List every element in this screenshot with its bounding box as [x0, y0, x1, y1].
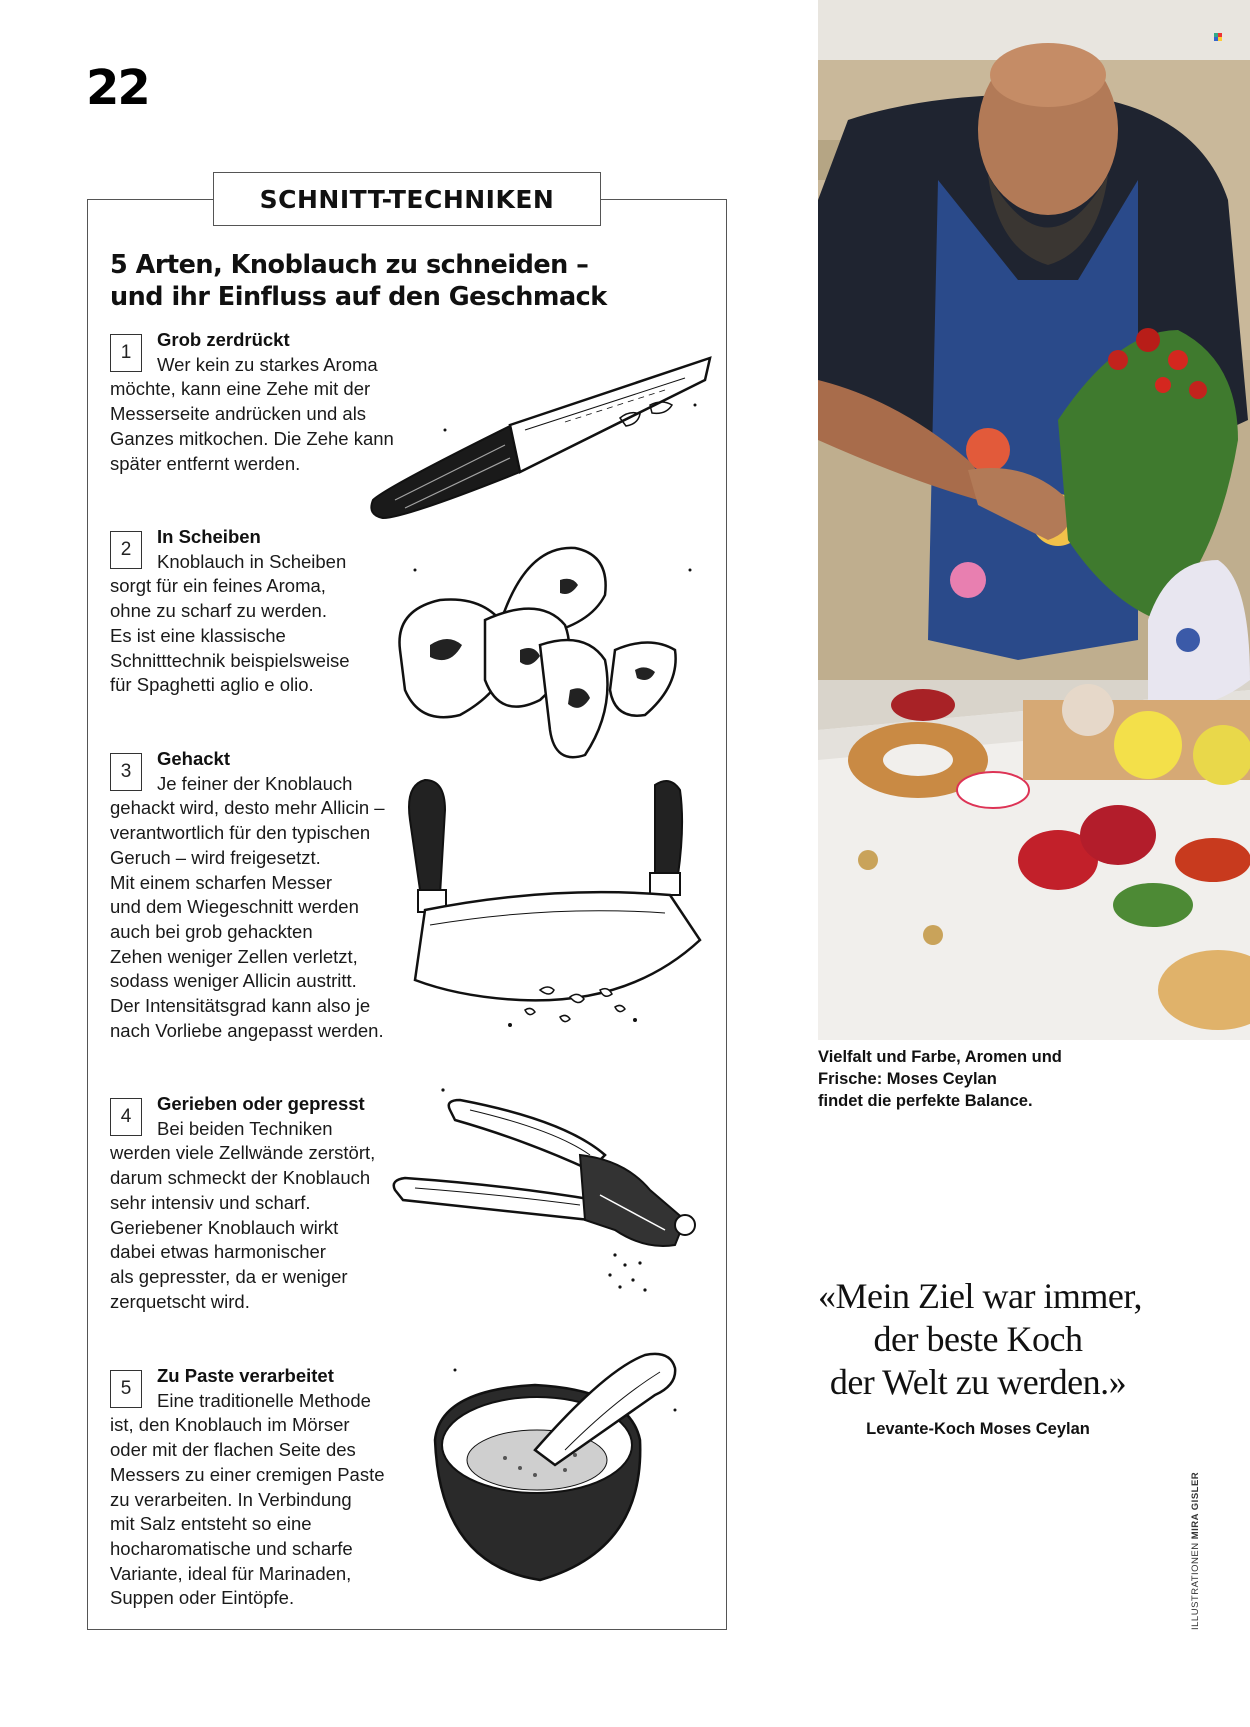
- item-line: gehackt wird, desto mehr Allicin –: [110, 797, 385, 819]
- technique-item-1: [110, 328, 400, 476]
- item-line: Messerseite andrücken und als: [110, 403, 367, 425]
- item-number: 4: [110, 1098, 142, 1136]
- item-number: 5: [110, 1370, 142, 1408]
- quote-line: der beste Koch: [873, 1319, 1083, 1359]
- item-line: ist, den Knoblauch im Mörser: [110, 1414, 350, 1436]
- box-title: SCHNITT-TECHNIKEN: [213, 172, 601, 226]
- box-headline: [110, 249, 710, 313]
- item-title: Grob zerdrückt: [157, 329, 290, 350]
- item-line: hocharomatische und scharfe: [110, 1537, 353, 1559]
- item-line: sorgt für ein feines Aroma,: [110, 575, 326, 597]
- item-line: Variante, ideal für Marinaden,: [110, 1562, 352, 1584]
- item-number: 2: [110, 531, 142, 569]
- headline-line: und ihr Einfluss auf den Geschmack: [110, 282, 607, 312]
- quote-line: «Mein Ziel war immer,: [818, 1276, 1142, 1316]
- item-line: sodass weniger Allicin austritt.: [110, 970, 357, 992]
- item-title: Gehackt: [157, 748, 231, 769]
- item-line: Geriebener Knoblauch wirkt: [110, 1216, 339, 1238]
- pull-quote: [818, 1275, 1142, 1404]
- item-line: möchte, kann eine Zehe mit der: [110, 378, 371, 400]
- item-line: als gepresster, da er weniger: [110, 1265, 348, 1287]
- item-line: und dem Wiegeschnitt werden: [110, 896, 359, 918]
- item-line: Eine traditionelle Methode: [157, 1389, 371, 1411]
- page-number: 22: [86, 60, 149, 116]
- item-line: oder mit der flachen Seite des: [110, 1439, 356, 1461]
- item-line: Ganzes mitkochen. Die Zehe kann: [110, 427, 394, 449]
- item-line: Zehen weniger Zellen verletzt,: [110, 945, 358, 967]
- headline-line: 5 Arten, Knoblauch zu schneiden –: [110, 250, 589, 280]
- item-line: werden viele Zellwände zerstört,: [110, 1142, 376, 1164]
- item-line: Schnitttechnik beispielsweise: [110, 649, 350, 671]
- item-line: Messers zu einer cremigen Paste: [110, 1463, 385, 1485]
- mortar-pestle-illustration: [425, 1350, 695, 1590]
- item-number: 1: [110, 334, 142, 372]
- caption-line: Vielfalt und Farbe, Aromen und: [818, 1048, 1062, 1066]
- item-line: Es ist eine klassische: [110, 624, 286, 646]
- technique-item-4: [110, 1092, 400, 1314]
- item-line: Geruch – wird freigesetzt.: [110, 846, 321, 868]
- credit-name: MIRA GISLER: [1190, 1471, 1201, 1540]
- technique-item-2: [110, 525, 400, 698]
- caption-line: findet die perfekte Balance.: [818, 1092, 1033, 1110]
- item-line: auch bei grob gehackten: [110, 920, 313, 942]
- item-line: Knoblauch in Scheiben: [157, 550, 347, 572]
- item-line: nach Vorliebe angepasst werden.: [110, 1019, 384, 1041]
- item-line: dabei etwas harmonischer: [110, 1241, 326, 1263]
- illustration-credit: [1190, 1472, 1201, 1630]
- technique-item-5: [110, 1364, 400, 1611]
- mezzaluna-illustration: [400, 775, 710, 1045]
- item-line: Je feiner der Knoblauch: [157, 772, 353, 794]
- caption-line: Frische: Moses Ceylan: [818, 1070, 997, 1088]
- item-line: später entfernt werden.: [110, 452, 301, 474]
- item-line: zu verarbeiten. In Verbindung: [110, 1488, 352, 1510]
- chef-photo: [818, 0, 1250, 1040]
- photo-caption: [818, 1046, 1118, 1112]
- item-title: In Scheiben: [157, 526, 261, 547]
- item-number: 3: [110, 753, 142, 791]
- garlic-press-illustration: [385, 1085, 705, 1295]
- item-line: Wer kein zu starkes Aroma: [157, 353, 378, 375]
- item-line: Mit einem scharfen Messer: [110, 871, 333, 893]
- garlic-slices-illustration: [390, 540, 710, 775]
- item-line: sehr intensiv und scharf.: [110, 1191, 311, 1213]
- item-line: ohne zu scharf zu werden.: [110, 600, 327, 622]
- technique-item-3: [110, 747, 400, 1043]
- quote-author: Levante-Koch Moses Ceylan: [866, 1420, 1090, 1438]
- knife-illustration: [365, 350, 715, 525]
- item-line: Suppen oder Eintöpfe.: [110, 1587, 295, 1609]
- item-line: Bei beiden Techniken: [157, 1117, 333, 1139]
- item-line: für Spaghetti aglio e olio.: [110, 674, 314, 696]
- quote-line: der Welt zu werden.»: [829, 1362, 1127, 1402]
- item-line: zerquetscht wird.: [110, 1290, 250, 1312]
- item-line: Der Intensitätsgrad kann also je: [110, 995, 371, 1017]
- item-title: Gerieben oder gepresst: [157, 1093, 365, 1114]
- item-line: mit Salz entsteht so eine: [110, 1513, 312, 1535]
- item-line: verantwortlich für den typischen: [110, 822, 371, 844]
- item-title: Zu Paste verarbeitet: [157, 1365, 334, 1386]
- item-line: darum schmeckt der Knoblauch: [110, 1167, 371, 1189]
- credit-label: ILLUSTRATIONEN: [1190, 1542, 1201, 1630]
